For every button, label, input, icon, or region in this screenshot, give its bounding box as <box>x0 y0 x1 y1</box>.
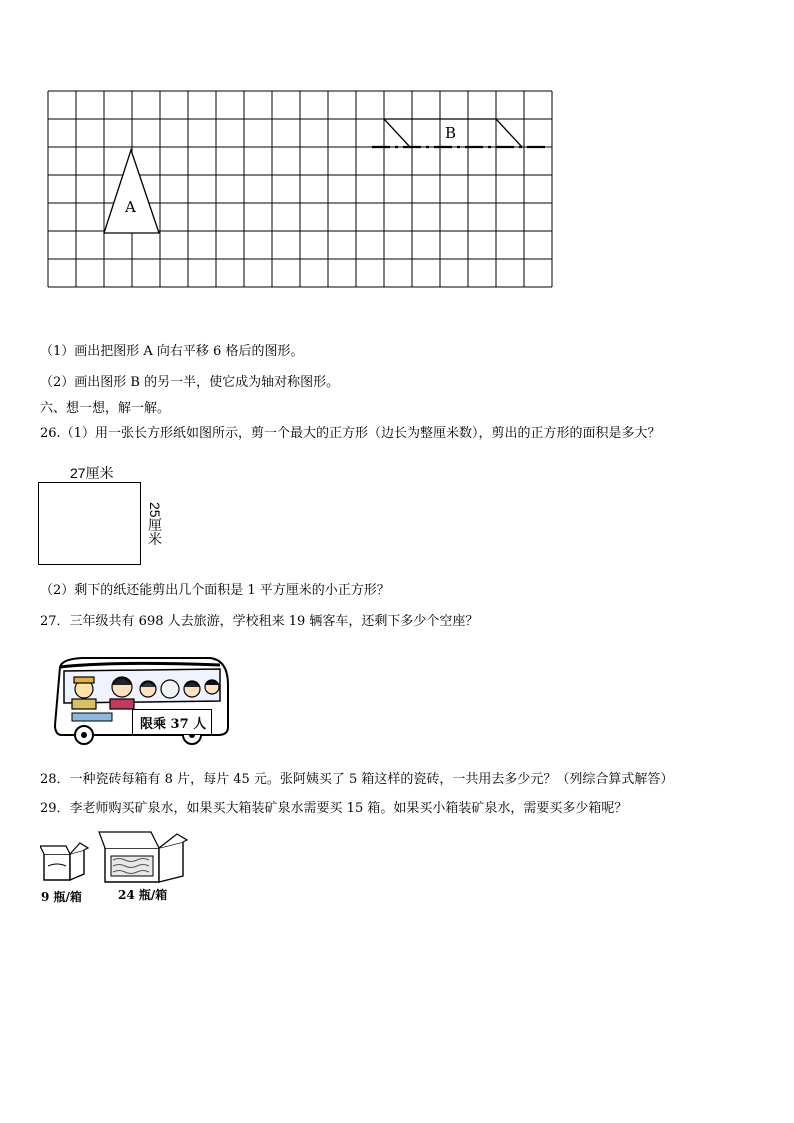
rectangle-shape <box>38 482 141 565</box>
q26-part2: （2）剩下的纸还能剪出几个面积是 1 平方厘米的小正方形？ <box>40 583 390 598</box>
shape-b-label: B <box>445 124 457 142</box>
small-box-caption: 9 瓶/箱 <box>41 890 82 904</box>
q28: 28．一种瓷砖每箱有 8 片，每片 45 元。张阿姨买了 5 箱这样的瓷砖，一共用去多少元？（列综合算式解答） <box>40 772 674 787</box>
large-box-illustration <box>97 830 189 884</box>
rect-width-label: 27厘米 <box>70 465 114 481</box>
shape-a-label: A <box>125 198 136 216</box>
q25-part1: （1）画出把图形 A 向右平移 6 格后的图形。 <box>40 344 304 359</box>
large-box-caption: 24 瓶/箱 <box>118 888 168 902</box>
shape-a-triangle <box>104 150 159 233</box>
section-six-heading: 六、想一想，解一解。 <box>40 401 171 416</box>
q29: 29．李老师购买矿泉水，如果买大箱装矿泉水需要买 15 箱。如果买小箱装矿泉水，需要买多少箱呢？ <box>40 801 628 816</box>
bus-capacity-text: 限乘 37 人 <box>140 717 207 732</box>
q26-part1: 26.（1）用一张长方形纸如图所示，剪一个最大的正方形（边长为整厘米数），剪出的正方形的面积是多大？ <box>40 426 661 441</box>
q27: 27．三年级共有 698 人去旅游，学校租来 19 辆客车，还剩下多少个空座？ <box>40 614 479 629</box>
rect-height-label: 25厘米 <box>147 502 163 546</box>
q25-part2: （2）画出图形 B 的另一半，使它成为轴对称图形。 <box>40 375 340 390</box>
grid-figure <box>46 89 554 293</box>
small-box-illustration <box>40 840 90 882</box>
